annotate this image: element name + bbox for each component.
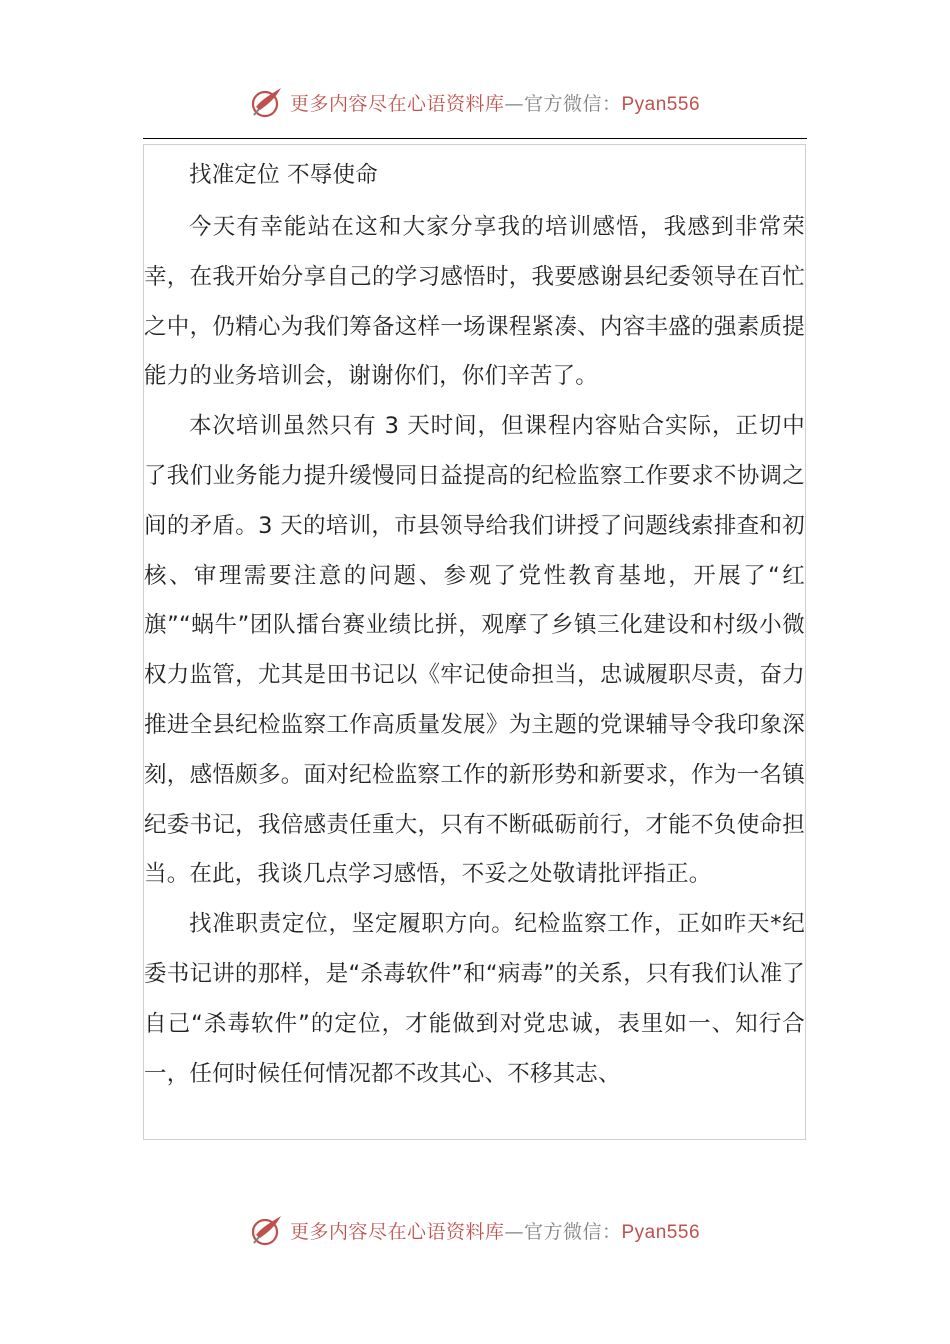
header-banner	[0, 82, 950, 122]
paragraph-2: 本次培训虽然只有 3 天时间，但课程内容贴合实际，正切中了我们业务能力提升缓慢同日益提高的纪检监察工作要求不协调之间的矛盾。3 天的培训，市县领导给我们讲授了问题线索排查和初核、审理需要注意的问题、参观了党性教育基地，开展了“红旗”“蜗牛”团队擂台赛业绩比拼，观摩了乡镇三化建设和村级小微权力监管，尤其是田书记以《牢记使命担当，忠诚履职尽责，奋力推进全县纪检监察工作高质量发展》为主题的党课辅导令我印象深刻，感悟颇多。面对纪检监察工作的新形势和新要求，作为一名镇纪委书记，我倍感责任重大，只有不断砥砺前行，才能不负使命担当。在此，我谈几点学习感悟，不妥之处敬请批评指正。	[144, 413, 805, 888]
paragraph-3: 找准职责定位，坚定履职方向。纪检监察工作，正如昨天*纪委书记讲的那样，是“杀毒软件”和“病毒”的关系，只有我们认准了自己“杀毒软件”的定位，才能做到对党忠诚，表里如一、知行合一，任何时候任何情况都不改其心、不移其志、	[144, 911, 805, 1087]
footer-banner-text	[290, 1217, 700, 1244]
header-wechat-label: 官方微信：	[523, 92, 622, 115]
footer-wechat-label: 官方微信：	[523, 1220, 622, 1243]
footer-site-text: 更多内容尽在心语资料库	[289, 1220, 505, 1243]
document-body	[144, 145, 805, 1099]
footer-banner	[0, 1210, 950, 1250]
quill-logo-icon	[250, 85, 284, 119]
header-divider	[143, 138, 807, 139]
document-title: 找准定位 不辱使命	[189, 162, 378, 188]
document-content-box	[143, 144, 806, 1140]
header-separator: —	[504, 92, 524, 115]
header-wechat-account: Pyan556	[621, 93, 701, 115]
header-banner-text	[290, 89, 700, 116]
footer-separator: —	[504, 1220, 524, 1243]
header-site-text: 更多内容尽在心语资料库	[289, 92, 505, 115]
quill-logo-icon	[250, 1213, 284, 1247]
footer-wechat-account: Pyan556	[621, 1221, 701, 1243]
paragraph-1: 今天有幸能站在这和大家分享我的培训感悟，我感到非常荣幸，在我开始分享自己的学习感悟时，我要感谢县纪委领导在百忙之中，仍精心为我们筹备这样一场课程紧凑、内容丰盛的强素质提能力的业务培训会，谢谢你们，你们辛苦了。	[144, 214, 805, 390]
